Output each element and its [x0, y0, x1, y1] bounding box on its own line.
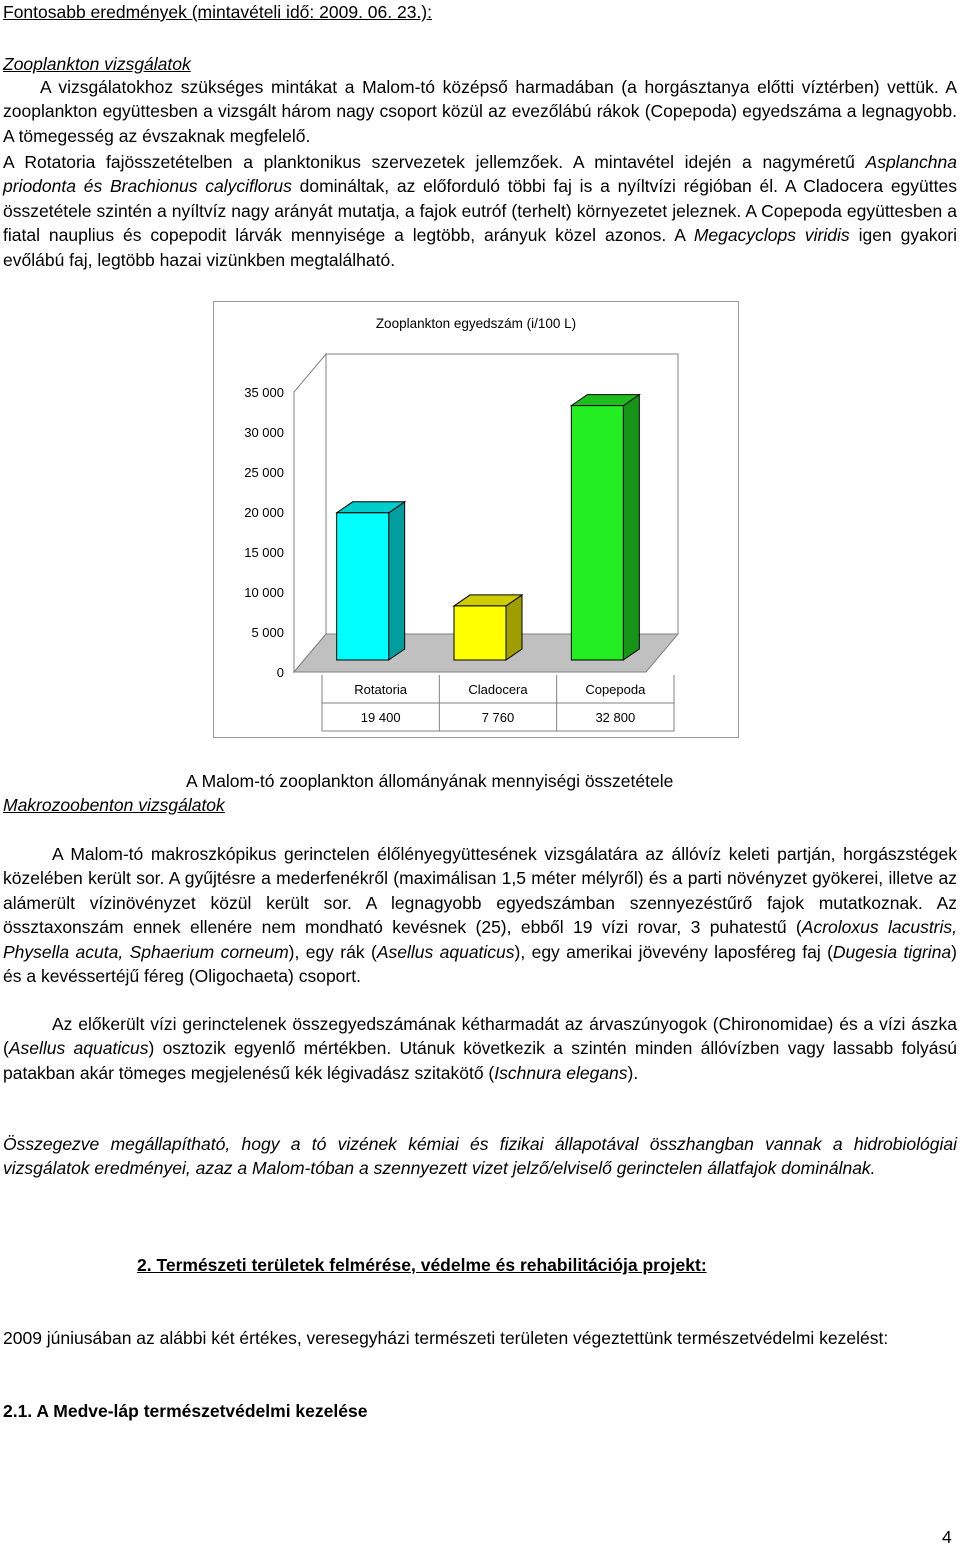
page-number: 4 [942, 1527, 952, 1547]
zoo-p2-text-c: igen gyakori evőlábú faj, legtöbb hazai vizünkben megtalálható. [3, 225, 957, 270]
zooplankton-paragraph-1 [3, 75, 957, 148]
category-label: Copepoda [585, 682, 646, 697]
makro-paragraph-2 [3, 1012, 957, 1085]
chart-data-table [322, 675, 674, 731]
makro-p1-species-3: Dugesia tigrina [832, 941, 952, 962]
y-tick-label: 5 000 [251, 625, 284, 640]
makro-p2-text-a: Az előkerült vízi gerinctelenek összegyedszámának kétharmadát az árvaszúnyogok (Chironomidae) és a vízi ászka ( [3, 1014, 957, 1059]
zooplankton-paragraph-2 [3, 150, 957, 272]
category-label: Cladocera [468, 682, 528, 697]
makro-p1-species-1: Acroloxus lacustris, Physella acuta, Sphaerium corneum [3, 917, 958, 962]
makro-p2-text-c: ). [627, 1062, 639, 1083]
chart-title: Zooplankton egyedszám (i/100 L) [375, 316, 577, 331]
zooplankton-chart [213, 301, 739, 738]
zooplankton-subtitle: Zooplankton vizsgálatok [3, 54, 191, 74]
makro-p2-species-1: Asellus aquaticus [8, 1038, 149, 1059]
zoo-p1-text: A vizsgálatokhoz szükséges mintákat a Malom-tó középső harmadában (a horgásztanya előtti víztérben) vettük. A zooplankton együttesben a vizsgált három nagy csoport közül az evezőlábú rákok (Copepoda) egyedszáma a legnagyobb. A tömegesség az évszaknak megfelelő. [3, 77, 957, 146]
bar-copepoda [571, 406, 623, 660]
summary-paragraph: Összegezve megállapítható, hogy a tó vizének kémiai és fizikai állapotával összhangban vannak a hidrobiológiai vizsgálatok eredményei, azaz a Malom-tóban a szennyezett vizet jelző/elviselő gerinctelen állatfajok dominálnak. [3, 1134, 957, 1179]
value-label: 19 400 [360, 710, 401, 725]
chart-caption: A Malom-tó zooplankton állományának mennyiségi összetétele [186, 771, 674, 791]
value-label: 32 800 [595, 710, 636, 725]
bar-cladocera [454, 606, 506, 660]
makro-p1-text-d: ) és a kevéssertéjű féreg (Oligochaeta) csoport. [3, 941, 957, 987]
chart-svg [214, 302, 738, 737]
y-tick-label: 0 [276, 665, 284, 680]
y-tick-label: 25 000 [244, 465, 284, 480]
chart-side-wall [294, 354, 326, 672]
y-tick-label: 10 000 [244, 585, 284, 600]
category-label: Rotatoria [354, 682, 408, 697]
chart-y-axis [244, 385, 284, 680]
section-2-paragraph: 2009 júniusában az alábbi két értékes, veresegyházi természeti területen végeztettünk természetvédelmi kezelést: [3, 1328, 889, 1348]
zoo-p2-text-a: A Rotatoria fajösszetételben a planktonikus szervezetek jellemzőek. A mintavétel idején a nagyméretű [3, 152, 866, 172]
section-2-title: 2. Természeti területek felmérése, védelme és rehabilitációja projekt: [137, 1255, 707, 1275]
makro-paragraph-1 [3, 842, 957, 988]
makro-p2-species-2: Ischnura elegans [494, 1062, 628, 1083]
zoo-p2-species-1: Asplanchna priodonta és Brachionus calyciflorus [3, 152, 957, 197]
makrozoobenton-subtitle: Makrozoobenton vizsgálatok [3, 795, 225, 815]
section-2-1-title: 2.1. A Medve-láp természetvédelmi kezelése [3, 1401, 368, 1421]
makro-p1-text-b: ), egy rák ( [288, 941, 377, 962]
y-tick-label: 15 000 [244, 545, 284, 560]
makro-p1-species-2: Asellus aquaticus [376, 941, 515, 962]
y-tick-label: 35 000 [244, 385, 284, 400]
bar-side [389, 502, 405, 660]
bar-side [623, 395, 639, 660]
zoo-p2-species-2: Megacyclops viridis [693, 225, 850, 246]
value-label: 7 760 [481, 710, 515, 725]
bar-rotatoria [337, 513, 389, 660]
y-tick-label: 30 000 [244, 425, 284, 440]
makro-p1-text-c: ), egy amerikai jövevény laposféreg faj ( [514, 941, 833, 962]
makro-p1-text-a: A Malom-tó makroszkópikus gerinctelen élőlényegyüttesének vizsgálatára az állóvíz keleti partján, horgászstégek közelében került sor. A gyűjtésre a mederfenékről (maximálisan 1,5 méter mélyről) és a parti növényzet gyökerei, illetve az alámerült vízinövényzet közül került sor. A legnagyobb egyedszámban szennyezéstűrő fajok mutatkoznak. Az össztaxonszám ennek ellenére nem mondható kevésnek (25), ebből 19 vízi rovar, 3 puhatestű ( [3, 844, 957, 938]
zoo-p2-text-b: domináltak, az előforduló többi faj is a nyíltvízi régióban él. A Cladocera együttes összetétele szintén a nyíltvíz nagy arányát mutatja, a fajok eutróf (terhelt) környezetet jeleznek. A Copepoda együttesben a fiatal nauplius és copepodit lárvák mennyisége a legtöbb, arányuk közel azonos. A [3, 176, 957, 246]
makro-p2-text-b: ) osztozik egyenlő mértékben. Utánuk következik a szintén minden állóvízben vagy lassabb folyású patakban akár tömeges megjelenésű kék légivadász szitakötő ( [3, 1038, 957, 1083]
y-tick-label: 20 000 [244, 505, 284, 520]
page-heading: Fontosabb eredmények (mintavételi idő: 2009. 06. 23.): [3, 2, 432, 22]
